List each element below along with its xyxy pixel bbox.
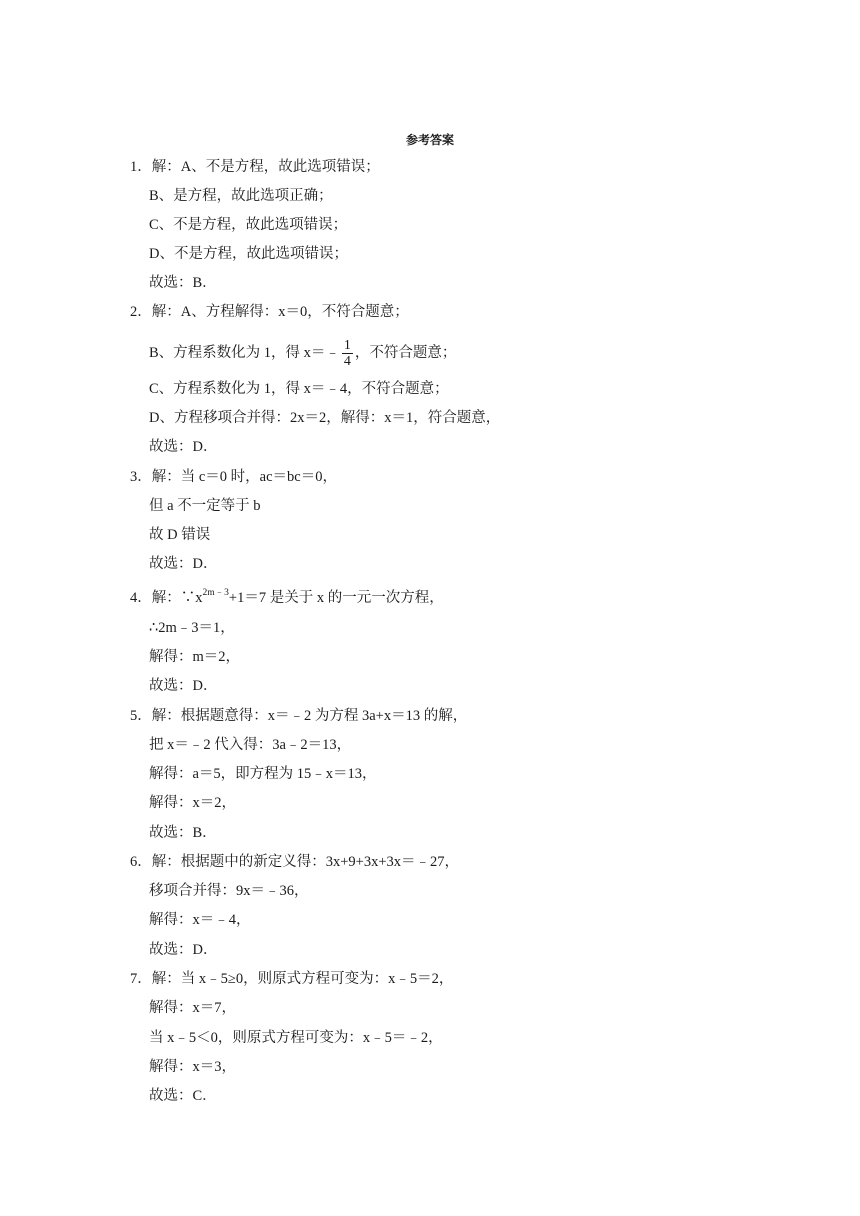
answer-line: 移项合并得：9x＝﹣36，: [149, 883, 309, 899]
answer-line: 故选：D．: [149, 942, 218, 958]
answer-line: C、不是方程，故此选项错误；: [149, 217, 348, 233]
line-text: 4．解：∵x: [130, 590, 203, 606]
answer-line: 6．解：根据题中的新定义得：3x+9+3x+3x＝﹣27，: [130, 854, 460, 870]
answer-line: 解得：m＝2，: [149, 649, 241, 665]
answer-line: 2．解：A、方程解得：x＝0，不符合题意；: [130, 304, 409, 320]
answer-line: 故选：D．: [149, 439, 218, 455]
answer-line: 解得：x＝3，: [149, 1059, 236, 1075]
page-title: 参考答案: [405, 133, 454, 147]
answer-line: 7．解：当 x﹣5≥0，则原式方程可变为：x﹣5＝2，: [130, 971, 454, 987]
answer-line: 3．解：当 c＝0 时，ac＝bc＝0，: [130, 469, 337, 485]
answer-line: 解得：a＝5，即方程为 15﹣x＝13，: [149, 766, 377, 782]
answer-line: 1．解：A、不是方程，故此选项错误；: [130, 159, 380, 175]
answer-line: 当 x﹣5＜0，则原式方程可变为：x﹣5＝﹣2，: [149, 1030, 443, 1046]
answer-line: 故选：D．: [149, 556, 218, 572]
line-text: B、方程系数化为 1，得 x＝﹣: [149, 344, 340, 361]
answer-line: [130, 588, 444, 608]
answer-line: 故选：C．: [149, 1088, 217, 1104]
answer-line: [149, 338, 456, 369]
line-text: +1＝7 是关于 x 的一元一次方程，: [228, 590, 444, 606]
answer-line: 解得：x＝2，: [149, 795, 236, 811]
answer-line: 但 a 不一定等于 b: [149, 498, 261, 514]
answer-line: 把 x＝﹣2 代入得：3a﹣2＝13，: [149, 737, 352, 753]
answer-line: C、方程系数化为 1，得 x＝﹣4，不符合题意；: [149, 381, 449, 397]
answer-line: 故选：B．: [149, 275, 217, 291]
answer-line: 5．解：根据题意得：x＝﹣2 为方程 3a+x＝13 的解，: [130, 708, 468, 724]
answer-line: 故 D 错误: [149, 527, 211, 543]
answer-line: D、方程移项合并得：2x＝2，解得：x＝1，符合题意，: [149, 410, 501, 426]
fraction: $\frac{1}{4}$: [343, 338, 351, 369]
answer-line: 故选：D．: [149, 678, 218, 694]
exponent: 2m﹣3: [202, 588, 229, 598]
line-text: ，不符合题意；: [354, 344, 457, 361]
answer-line: D、不是方程，故此选项错误；: [149, 246, 348, 262]
answer-line: ∴2m﹣3＝1，: [149, 620, 235, 636]
answer-line: 故选：B．: [149, 825, 217, 841]
answer-line: 解得：x＝﹣4，: [149, 912, 251, 928]
answer-line: 解得：x＝7，: [149, 1000, 236, 1016]
answer-line: B、是方程，故此选项正确；: [149, 188, 333, 204]
